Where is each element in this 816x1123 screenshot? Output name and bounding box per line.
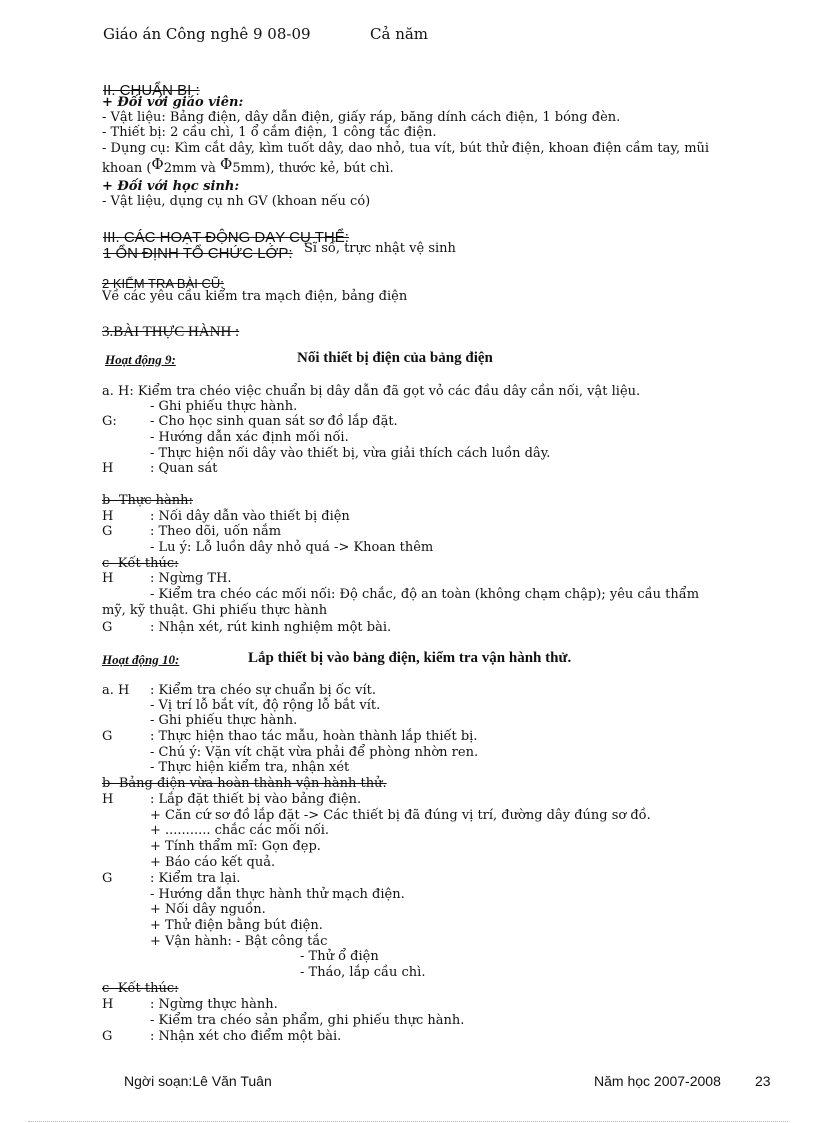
- act9-c-h-text: : Ngừng TH.: [150, 571, 232, 586]
- act9-c-heading: c- Kết thúc:: [102, 556, 179, 571]
- section-prep-heading: II. CHUẨN BỊ :: [103, 82, 200, 99]
- act10-c-h-who: H: [102, 997, 114, 1012]
- act9-c-cont: mỹ, kỹ thuật. Ghi phiếu thực hành: [102, 603, 328, 618]
- act9-g-line-1: - Cho học sinh quan sát sơ đồ lắp đặt.: [150, 414, 398, 429]
- act10-c-heading: c- Kết thúc:: [102, 981, 179, 996]
- act10-a-sub-2: - Ghi phiếu thực hành.: [150, 713, 298, 728]
- act9-a-line: a. H: Kiểm tra chéo việc chuẩn bị dây dẫn đã gọt vỏ các đầu dây cần nối, vật liệu.: [102, 384, 641, 399]
- drill-post: 5mm), thước kẻ, bút chì.: [232, 161, 394, 176]
- act10-b-g-sub-2: + Nối dây nguồn.: [150, 902, 266, 917]
- practice-heading: 3.BÀI THỰC HÀNH :: [102, 324, 240, 340]
- section-activities-heading: III. CÁC HOẠT ĐỘNG DẠY CỤ THỂ:: [103, 229, 349, 246]
- student-heading: + Đối với học sinh:: [102, 179, 240, 194]
- teacher-heading: + Đối với giáo viên:: [102, 95, 244, 110]
- act9-g-line-2: - Hướng dẫn xác định mối nối.: [150, 430, 349, 445]
- act9-b-heading: b- Thực hành:: [102, 493, 193, 508]
- act10-b-g-text: : Kiểm tra lại.: [150, 871, 241, 886]
- act9-label: Hoạt động 9:: [105, 352, 176, 367]
- footer-year: Năm học 2007-2008: [594, 1073, 721, 1089]
- footer-page-number: 23: [755, 1073, 771, 1089]
- teacher-line-1: - Vật liệu: Bảng điện, dây dẫn điện, giấy ráp, băng dính cách điện, 1 bóng đèn.: [102, 110, 621, 125]
- teacher-line-2: - Thiết bị: 2 cầu chì, 1 ổ cắm điện, 1 công tắc điện.: [102, 125, 437, 140]
- check-text: Về các yêu cầu kiểm tra mạch điện, bảng điện: [102, 289, 408, 304]
- act10-b-h-sub-1: + Căn cứ sơ đồ lắp đặt -> Các thiết bị đã đúng vị trí, đường dây đúng sơ đồ.: [150, 808, 651, 823]
- drill-mid: 2mm và: [163, 161, 221, 176]
- act9-b-text-3: - Lu ý: Lỗ luồn dây nhỏ quá -> Khoan thêm: [150, 540, 434, 555]
- act10-b-g-sub-3: + Thử điện bằng bút điện.: [150, 918, 323, 933]
- act9-h-who: H: [102, 461, 114, 476]
- footer-author: Ngời soạn:Lê Văn Tuân: [124, 1073, 272, 1089]
- act10-c-g-who: G: [102, 1029, 113, 1044]
- phi-symbol-1: Φ: [151, 155, 164, 173]
- act9-b-who-2: G: [102, 524, 113, 539]
- teacher-line-3: - Dụng cụ: Kìm cắt dây, kìm tuốt dây, dao nhỏ, tua vít, bút thử điện, khoan điện cầm tay, mũi: [102, 141, 710, 156]
- student-line: - Vật liệu, dụng cụ nh GV (khoan nếu có): [102, 194, 371, 209]
- check-heading: 2 KIỂM TRA BÀI CŨ:: [102, 276, 224, 291]
- act9-g-who: G:: [102, 414, 117, 429]
- org-heading: 1 ỔN ĐỊNH TỔ CHỨC LỚP:: [103, 245, 293, 262]
- act10-label: Hoạt động 10:: [102, 652, 180, 667]
- act10-b-heading: b- Bảng điện vừa hoàn thành vận hành thử.: [102, 776, 387, 791]
- act10-c-h-text: : Ngừng thực hành.: [150, 997, 278, 1012]
- act9-c-g-text: : Nhận xét, rút kinh nghiệm một bài.: [150, 620, 392, 635]
- act10-c-g-text: : Nhận xét cho điểm một bài.: [150, 1029, 342, 1044]
- act10-title: Lắp thiết bị vào bảng điện, kiểm tra vận hành thử.: [248, 650, 572, 666]
- page-bottom-divider: [28, 1121, 788, 1122]
- act9-g-line-3: - Thực hiện nối dây vào thiết bị, vừa giải thích cách luồn dây.: [150, 446, 551, 461]
- header-title: Giáo án Công nghê 9 08-09: [103, 25, 311, 43]
- act10-b-h-sub-4: + Báo cáo kết quả.: [150, 855, 276, 870]
- act10-c-h-sub: - Kiểm tra chéo sản phẩm, ghi phiếu thực hành.: [150, 1013, 465, 1028]
- act10-g-sub-1: - Chú ý: Vặn vít chặt vừa phải để phòng nhờn ren.: [150, 745, 479, 760]
- drill-pre: khoan (: [102, 161, 152, 176]
- act10-a-sub-1: - Vị trí lỗ bắt vít, độ rộng lỗ bắt vít.: [150, 698, 381, 713]
- teacher-line-4: [102, 155, 394, 176]
- act10-b-g-deep-2: - Tháo, lắp cầu chì.: [300, 965, 426, 980]
- act9-b-text-2: : Theo dõi, uốn nắm: [150, 524, 282, 539]
- act10-b-g-deep-1: - Thử ổ điện: [300, 949, 379, 964]
- act10-b-g-who: G: [102, 871, 113, 886]
- act10-a-who: a. H: [102, 683, 130, 698]
- act10-g-sub-2: - Thực hiện kiểm tra, nhận xét: [150, 760, 350, 775]
- act10-b-h-who: H: [102, 792, 114, 807]
- act9-c-check: - Kiểm tra chéo các mối nối: Độ chắc, độ an toàn (không chạm chập); yêu cầu thẩm: [150, 587, 700, 602]
- act9-b-text-1: : Nối dây dẫn vào thiết bị điện: [150, 509, 350, 524]
- act9-b-who-1: H: [102, 509, 114, 524]
- act9-title: Nối thiết bị điện của bảng điện: [297, 350, 493, 366]
- act9-a-sub: - Ghi phiếu thực hành.: [150, 399, 298, 414]
- act10-b-h-text: : Lắp đặt thiết bị vào bảng điện.: [150, 792, 362, 807]
- act10-b-g-sub-1: - Hướng dẫn thực hành thử mạch điện.: [150, 887, 405, 902]
- act9-c-g-who: G: [102, 620, 113, 635]
- phi-symbol-2: Φ: [220, 155, 233, 173]
- act10-g-who: G: [102, 729, 113, 744]
- act10-g-text: : Thực hiện thao tác mẫu, hoàn thành lắp thiết bị.: [150, 729, 478, 744]
- act9-c-h-who: H: [102, 571, 114, 586]
- act10-b-g-sub-4: + Vận hành: - Bật công tắc: [150, 934, 328, 949]
- act10-b-h-sub-2: + ........... chắc các mối nối.: [150, 823, 330, 838]
- act9-h-line: : Quan sát: [150, 461, 218, 476]
- header-scope: Cả năm: [370, 25, 429, 43]
- act10-b-h-sub-3: + Tính thẩm mĩ: Gọn đẹp.: [150, 839, 321, 854]
- org-text: Sĩ số, trực nhật vệ sinh: [304, 241, 456, 256]
- act10-a-text: : Kiểm tra chéo sự chuẩn bị ốc vít.: [150, 683, 376, 698]
